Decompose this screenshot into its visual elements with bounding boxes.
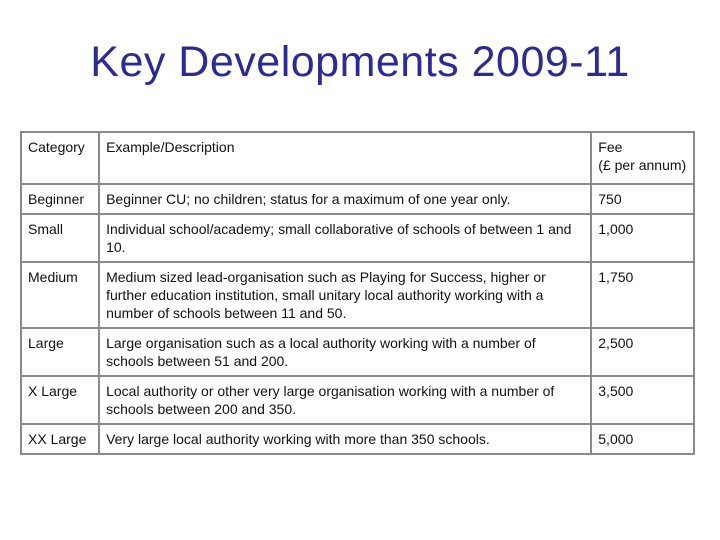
- table-row: [21, 328, 694, 376]
- header-category: Category: [21, 132, 99, 184]
- slide-title: Key Developments 2009-11: [90, 38, 630, 86]
- header-fee-line2: (£ per annum): [598, 157, 687, 173]
- row-category: Small: [21, 214, 99, 262]
- table-header-row: [21, 132, 694, 184]
- row-description: Local authority or other very large organisation working with a number of schools between 200 and 350.: [99, 376, 591, 424]
- row-category: Beginner: [21, 184, 99, 214]
- table-row: [21, 424, 694, 454]
- row-fee: 750: [591, 184, 694, 214]
- table-row: [21, 214, 694, 262]
- table-row: [21, 262, 694, 328]
- row-fee: 5,000: [591, 424, 694, 454]
- header-fee: [591, 132, 694, 184]
- fee-table: [20, 131, 695, 455]
- row-category: Large: [21, 328, 99, 376]
- header-description: Example/Description: [99, 132, 591, 184]
- row-description: Individual school/academy; small collaborative of schools of between 1 and 10.: [99, 214, 591, 262]
- table-row: [21, 184, 694, 214]
- row-category: X Large: [21, 376, 99, 424]
- row-fee: 1,750: [591, 262, 694, 328]
- row-description: Large organisation such as a local authority working with a number of schools between 51 and 200.: [99, 328, 591, 376]
- row-fee: 1,000: [591, 214, 694, 262]
- header-fee-line1: Fee: [598, 139, 623, 155]
- row-description: Beginner CU; no children; status for a maximum of one year only.: [99, 184, 591, 214]
- row-category: Medium: [21, 262, 99, 328]
- row-fee: 3,500: [591, 376, 694, 424]
- row-description: Very large local authority working with more than 350 schools.: [99, 424, 591, 454]
- row-description: Medium sized lead-organisation such as Playing for Success, higher or further education institution, small unitary local authority working with a number of schools between 11 and 50.: [99, 262, 591, 328]
- row-category: XX Large: [21, 424, 99, 454]
- row-fee: 2,500: [591, 328, 694, 376]
- table-row: [21, 376, 694, 424]
